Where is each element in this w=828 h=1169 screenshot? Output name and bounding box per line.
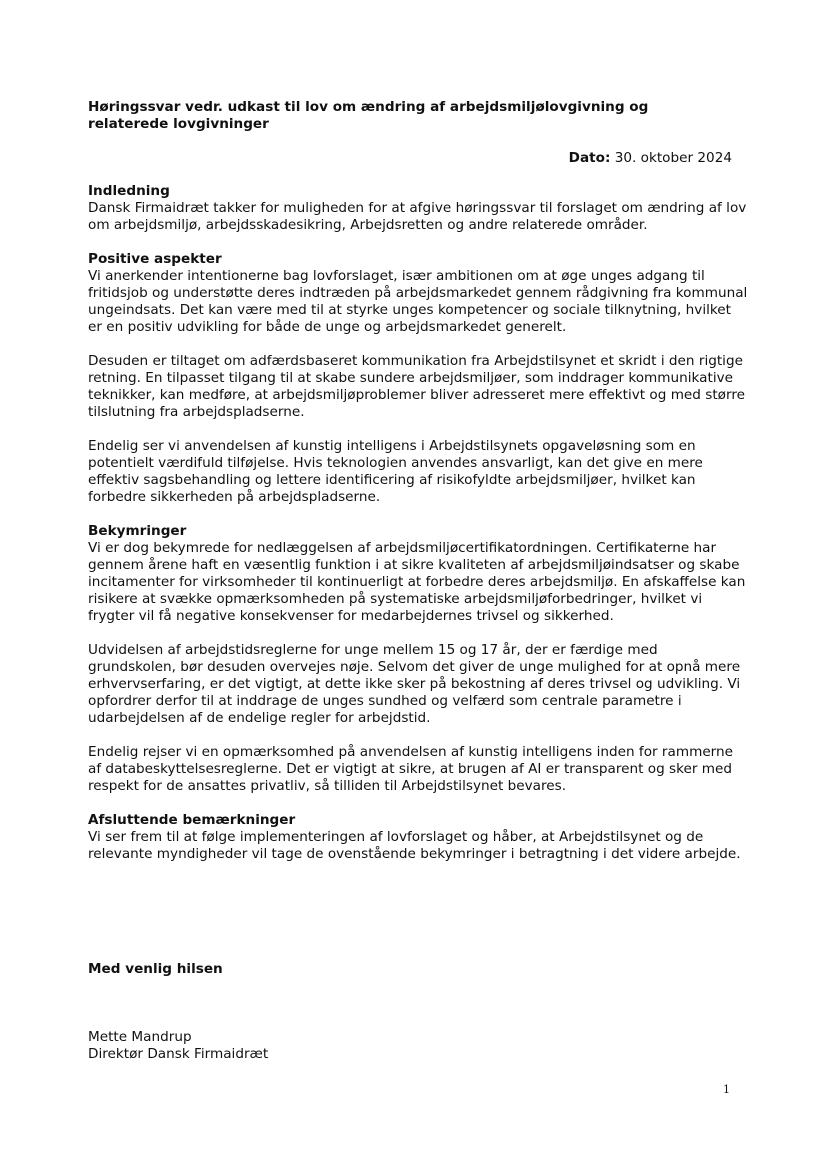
- document-title: Høringssvar vedr. udkast til lov om ændring af arbejdsmiljølovgivning og relaterede lovgivninger: [88, 99, 649, 132]
- section-bekymringer: [88, 523, 748, 795]
- closing-greeting: Med venlig hilsen: [88, 961, 223, 977]
- date-line: [569, 150, 732, 167]
- paragraph: Vi anerkender intentionerne bag lovforslaget, især ambitionen om at øge unges adgang til fritidsjob og understøtte deres indtræden på arbejdsmarkedet gennem rådgivning fra kommunal ungeindsats. Det kan være med til at styrke unges kompetencer og sociale tilknytning, hvilket er en positiv udvikling for både de unge og arbejdsmarkedet generelt.: [88, 268, 748, 335]
- paragraph: Udvidelsen af arbejdstidsreglerne for unge mellem 15 og 17 år, der er færdige med grundskolen, bør desuden overvejes nøje. Selvom det giver de unge mulighed for at opnå mere erhvervserfaring, er det vigtigt, at dette ikke sker på bekostning af deres trivsel og udvikling. Vi opfordrer derfor til at inddrage de unges sundhed og velfærd som centrale parametre i udarbejdelsen af de endelige regler for arbejdstid.: [88, 642, 741, 726]
- section-indledning: [88, 183, 748, 234]
- document-body: [88, 183, 748, 863]
- paragraph: Vi ser frem til at følge implementeringen af lovforslaget og håber, at Arbejdstilsynet og de relevante myndigheder vil tage de ovenstående bekymringer i betragtning i det videre arbejde.: [88, 829, 741, 862]
- paragraph: Desuden er tiltaget om adfærdsbaseret kommunikation fra Arbejdstilsynet et skridt i den rigtige retning. En tilpasset tilgang til at skabe sundere arbejdsmiljøer, som inddrager kommunikative teknikker, kan medføre, at arbejdsmiljøproblemer bliver adresseret mere effektivt og med større tilslutning fra arbejdspladserne.: [88, 353, 745, 420]
- signature-role: Direktør Dansk Firmaidræt: [88, 1046, 269, 1062]
- paragraph: Dansk Firmaidræt takker for muligheden for at afgive høringssvar til forslaget om ændring af lov om arbejdsmiljø, arbejdsskadesikring, Arbejdsretten og andre relaterede områder.: [88, 200, 747, 233]
- section-heading: Bekymringer: [88, 523, 187, 539]
- section-heading: Indledning: [88, 183, 170, 199]
- date-value: 30. oktober 2024: [614, 150, 732, 166]
- paragraph: Endelig ser vi anvendelsen af kunstig intelligens i Arbejdstilsynets opgaveløsning som en potentielt værdifuld tilføjelse. Hvis teknologien anvendes ansvarligt, kan det give en mere effektiv sagsbehandling og lettere identificering af risikofyldte arbejdsmiljøer, hvilket kan forbedre sikkerheden på arbejdspladserne.: [88, 438, 703, 505]
- section-heading: Afsluttende bemærkninger: [88, 812, 296, 828]
- date-label: Dato:: [568, 150, 611, 166]
- signature-name: Mette Mandrup: [88, 1029, 192, 1045]
- section-afsluttende-bemaerkninger: [88, 812, 748, 863]
- paragraph: Vi er dog bekymrede for nedlæggelsen af arbejdsmiljøcertifikatordningen. Certifikaterne har gennem årene haft en væsentlig funktion i at sikre kvaliteten af arbejdsmiljøindsatser og skabe incitamenter for virksomheder til kontinuerligt at forbedre deres arbejdsmiljø. En afskaffelse kan risikere at svække opmærksomheden på systematiske arbejdsmiljøforbedringer, hvilket vi frygter vil få negative konsekvenser for medarbejdernes trivsel og sikkerhed.: [88, 540, 746, 624]
- section-positive-aspekter: [88, 251, 748, 506]
- section-heading: Positive aspekter: [88, 251, 222, 267]
- page-number: 1: [723, 1083, 730, 1096]
- paragraph: Endelig rejser vi en opmærksomhed på anvendelsen af kunstig intelligens inden for rammerne af databeskyttelsesreglerne. Det er vigtigt at sikre, at brugen af AI er transparent og sker med respekt for de ansattes privatliv, så tilliden til Arbejdstilsynet bevares.: [88, 744, 734, 794]
